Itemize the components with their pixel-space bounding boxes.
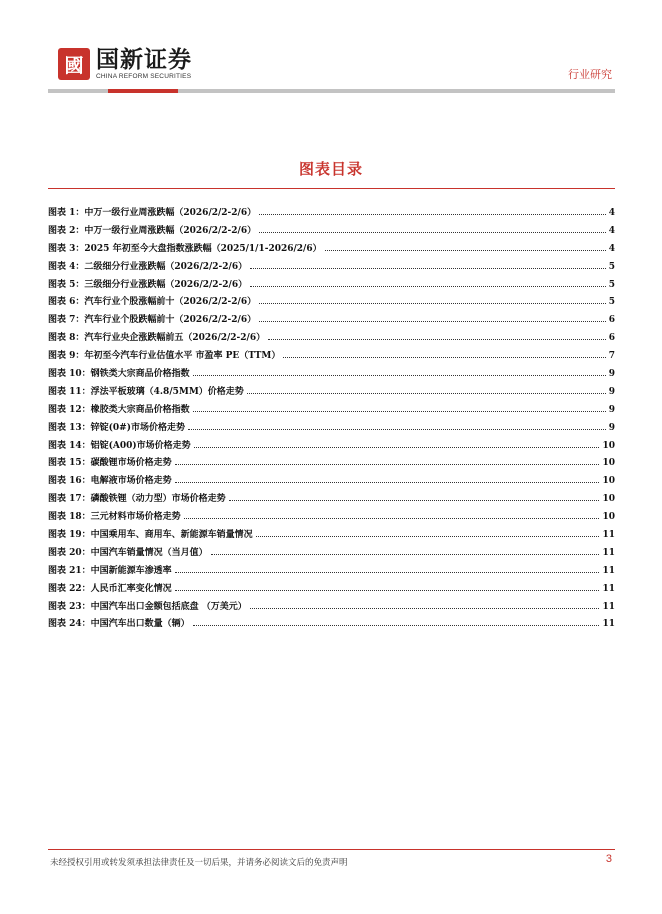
toc-leader-dots [247,393,606,394]
toc-entry[interactable] [48,223,615,241]
toc-entry-page: 6 [608,315,615,326]
toc-list [48,205,615,634]
toc-entry-label: 图表 1：中万一级行业周涨跌幅（2026/2/2-2/6） [48,208,257,218]
toc-leader-dots [194,447,600,448]
toc-entry-label: 图表 2：中万一级行业周涨跌幅（2026/2/2-2/6） [48,225,257,236]
toc-entry-label: 图表 19：中国乘用车、商用车、新能源车销量情况 [48,530,253,541]
toc-entry-label: 图表 8：汽车行业央企涨跌幅前五（2026/2/2-2/6） [48,333,266,344]
toc-entry-page: 4 [608,243,615,254]
toc-leader-dots [259,303,606,304]
toc-title: 图表目录 [298,160,363,178]
toc-entry-page: 9 [608,422,615,433]
toc-leader-dots [193,411,606,412]
toc-entry[interactable] [48,402,615,420]
toc-entry-page: 11 [602,530,615,541]
toc-leader-dots [259,214,606,215]
toc-leader-dots [211,554,600,555]
toc-entry-label: 图表 9：年初至今汽车行业估值水平 市盈率 PE（TTM） [48,351,281,362]
toc-leader-dots [256,536,600,537]
toc-entry-page: 11 [602,565,615,576]
toc-entry[interactable] [48,563,615,581]
toc-leader-dots [268,339,606,340]
toc-entry-page: 5 [608,261,615,272]
toc-leader-dots [193,625,600,626]
toc-entry[interactable] [48,366,615,384]
toc-entry-page: 11 [602,583,615,594]
toc-entry[interactable] [48,420,615,438]
toc-entry[interactable] [48,491,615,509]
toc-entry[interactable] [48,384,615,402]
footer-rule [48,849,615,850]
toc-entry[interactable] [48,438,615,456]
toc-entry-label: 图表 20：中国汽车销量情况（当月值） [48,547,208,558]
toc-leader-dots [175,590,600,591]
toc-entry-page: 9 [608,369,615,380]
toc-entry[interactable] [48,545,615,563]
toc-entry-page: 10 [602,458,615,469]
toc-leader-dots [250,268,606,269]
toc-entry-label: 图表 22：人民币汇率变化情况 [48,583,172,594]
toc-leader-dots [250,608,600,609]
logo-text [96,47,192,81]
toc-entry[interactable] [48,348,615,366]
disclaimer-note: 未经授权引用或转发须承担法律责任及一切后果，并请务必阅读文后的免责声明 [50,858,348,868]
toc-entry-page: 6 [608,333,615,344]
toc-entry-label: 图表 13：锌锭(0#)市场价格走势 [48,422,185,433]
toc-entry[interactable] [48,509,615,527]
toc-entry-page: 7 [608,351,615,362]
toc-entry-page: 5 [608,279,615,290]
toc-entry-label: 图表 14：铝锭(A00)市场价格走势 [48,440,191,451]
toc-entry-page: 4 [608,208,615,218]
toc-entry[interactable] [48,527,615,545]
toc-entry-page: 10 [602,494,615,505]
toc-entry-page: 9 [608,404,615,415]
toc-entry-page: 4 [608,225,615,236]
logo-name-en: CHINA REFORM SECURITIES [96,73,192,80]
toc-entry-label: 图表 24：中国汽车出口数量（辆） [48,619,190,630]
toc-leader-dots [188,429,606,430]
toc-entry[interactable] [48,277,615,295]
toc-leader-dots [193,375,606,376]
toc-leader-dots [184,518,600,519]
toc-entry-label: 图表 7：汽车行业个股跌幅前十（2026/2/2-2/6） [48,315,257,326]
toc-entry-page: 10 [602,476,615,487]
toc-leader-dots [175,464,600,465]
toc-entry-label: 图表 15：碳酸锂市场价格走势 [48,458,172,469]
toc-leader-dots [250,286,606,287]
toc-entry-label: 图表 16：电解液市场价格走势 [48,476,172,487]
toc-entry[interactable] [48,455,615,473]
logo-name-cn: 国新证券 [96,47,192,73]
toc-entry[interactable] [48,473,615,491]
toc-entry-label: 图表 6：汽车行业个股涨幅前十（2026/2/2-2/6） [48,297,257,308]
toc-entry-label: 图表 11：浮法平板玻璃（4.8/5MM）价格走势 [48,386,244,397]
toc-leader-dots [175,482,600,483]
toc-entry[interactable] [48,259,615,277]
toc-entry-page: 10 [602,512,615,523]
toc-entry[interactable] [48,616,615,634]
toc-entry[interactable] [48,294,615,312]
toc-entry-label: 图表 12：橡胶类大宗商品价格指数 [48,404,190,415]
toc-entry-label: 图表 5：三级细分行业涨跌幅（2026/2/2-2/6） [48,279,248,290]
toc-entry[interactable] [48,205,615,223]
toc-entry[interactable] [48,312,615,330]
toc-entry[interactable] [48,330,615,348]
toc-entry-label: 图表 10：钢铁类大宗商品价格指数 [48,369,190,380]
toc-entry-page: 5 [608,297,615,308]
toc-entry-page: 11 [602,547,615,558]
header-rule-accent [108,89,178,93]
toc-divider [48,188,615,189]
toc-leader-dots [229,500,600,501]
page-number: 3 [605,853,612,865]
toc-leader-dots [259,232,606,233]
toc-entry-label: 图表 3：2025 年初至今大盘指数涨跌幅（2025/1/1-2026/2/6） [48,243,322,254]
toc-entry-label: 图表 18：三元材料市场价格走势 [48,512,181,523]
toc-entry-page: 9 [608,386,615,397]
toc-entry-page: 11 [602,601,615,612]
toc-entry-label: 图表 21：中国新能源车渗透率 [48,565,172,576]
toc-entry[interactable] [48,241,615,259]
toc-entry-label: 图表 4：二级细分行业涨跌幅（2026/2/2-2/6） [48,261,248,272]
toc-leader-dots [259,321,606,322]
logo-mark-icon: 國 [58,48,90,80]
toc-entry-page: 11 [602,619,615,630]
toc-entry-label: 图表 23：中国汽车出口金额包括底盘 （万美元） [48,601,247,612]
toc-leader-dots [175,572,600,573]
toc-entry-label: 图表 17：磷酸铁锂（动力型）市场价格走势 [48,494,226,505]
toc-entry[interactable] [48,599,615,617]
toc-leader-dots [325,250,606,251]
toc-entry[interactable] [48,581,615,599]
company-logo [58,44,192,84]
toc-leader-dots [283,357,605,358]
report-category: 行业研究 [568,68,612,81]
toc-entry-page: 10 [602,440,615,451]
